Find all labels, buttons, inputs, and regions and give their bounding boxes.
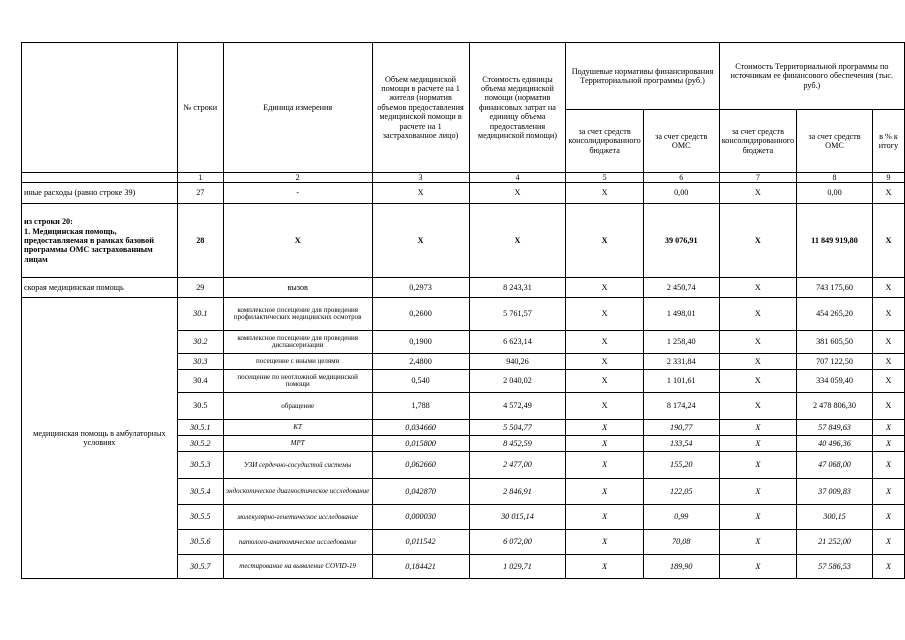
row-number: 30.4 [177, 370, 223, 393]
row-budget-total: X [719, 183, 796, 204]
budget-subheader: за счет средств консолидированного бюджета [566, 110, 643, 173]
row-number: 30.5.3 [177, 452, 223, 479]
row-budget-total: X [719, 204, 796, 278]
oms-subheader: за счет средств ОМС [643, 110, 719, 173]
row-oms-total: 47 068,00 [797, 452, 873, 479]
blank-header [22, 43, 178, 173]
row-unit: КТ [223, 420, 372, 436]
row-oms-total: 454 265,20 [797, 298, 873, 331]
per-capita-header: Подушевые нормативы финансирования Территориальной программы (руб.) [566, 43, 719, 110]
row-number: 30.5 [177, 393, 223, 420]
row-volume: 0,015800 [372, 436, 469, 452]
row-budget-total: X [719, 530, 796, 555]
row-budget: X [566, 452, 643, 479]
row-number: 30.5.5 [177, 505, 223, 530]
row-volume: 0,2973 [372, 278, 469, 298]
row-name: скорая медицинская помощь [22, 278, 178, 298]
row-percent: X [872, 530, 904, 555]
header-row [22, 43, 905, 110]
row-percent: X [872, 452, 904, 479]
row-cost: 2 477,00 [469, 452, 566, 479]
row-unit: МРТ [223, 436, 372, 452]
row-cost: 1 029,71 [469, 555, 566, 579]
row-volume: 0,184421 [372, 555, 469, 579]
unit-header: Единица измерения [223, 43, 372, 173]
row-budget: X [566, 331, 643, 354]
row-budget: X [566, 505, 643, 530]
row-volume: 0,000030 [372, 505, 469, 530]
row-oms-total: 0,00 [797, 183, 873, 204]
row-percent: X [872, 555, 904, 579]
row-budget: X [566, 204, 643, 278]
row-name: иные расходы (равно строке 39) [22, 183, 178, 204]
row-oms-total: 57 849,63 [797, 420, 873, 436]
row-budget-total: X [719, 505, 796, 530]
program-cost-header: Стоимость Территориальной программы по источникам ее финансового обеспечения (тыс. руб.) [719, 43, 904, 110]
row-budget: X [566, 298, 643, 331]
row-budget: X [566, 183, 643, 204]
row-volume: X [372, 204, 469, 278]
row-volume: 0,042870 [372, 479, 469, 505]
row-cost: X [469, 204, 566, 278]
row-cost: 940,26 [469, 354, 566, 370]
row-budget-total: X [719, 555, 796, 579]
row-volume: 0,034660 [372, 420, 469, 436]
row-oms: 0,00 [643, 183, 719, 204]
row-oms: 189,90 [643, 555, 719, 579]
row-oms: 190,77 [643, 420, 719, 436]
row-percent: X [872, 436, 904, 452]
row-unit: комплексное посещение для проведения профилактических медицинских осмотров [223, 298, 372, 331]
row-volume: 0,540 [372, 370, 469, 393]
row-budget: X [566, 479, 643, 505]
row-budget-total: X [719, 278, 796, 298]
row-number: 30.5.6 [177, 530, 223, 555]
row-cost: 30 015,14 [469, 505, 566, 530]
row-oms-total: 707 122,50 [797, 354, 873, 370]
row-budget: X [566, 420, 643, 436]
row-percent: X [872, 505, 904, 530]
row-cost: 2 040,02 [469, 370, 566, 393]
column-numbers-row [22, 173, 905, 183]
row-number-header: № строки [177, 43, 223, 173]
oms-subheader-2: за счет средств ОМС [797, 110, 873, 173]
col-number: 7 [719, 173, 796, 183]
row-oms: 39 076,91 [643, 204, 719, 278]
col-number: 6 [643, 173, 719, 183]
volume-header: Объем медицинской помощи в расчете на 1 жителя (норматив объемов предоставления медицинской помощи в расчете на 1 застрахованное лицо) [372, 43, 469, 173]
col-number: 1 [177, 173, 223, 183]
row-volume: 0,1900 [372, 331, 469, 354]
row-oms: 155,20 [643, 452, 719, 479]
row-oms: 2 331,84 [643, 354, 719, 370]
row-unit: эндоскопическое диагностическое исследование [223, 479, 372, 505]
col-number: 4 [469, 173, 566, 183]
row-oms-total: 743 175,60 [797, 278, 873, 298]
row-number: 30.3 [177, 354, 223, 370]
row-unit: тестирование на выявление COVID-19 [223, 555, 372, 579]
row-budget: X [566, 354, 643, 370]
row-budget: X [566, 370, 643, 393]
row-budget-total: X [719, 331, 796, 354]
row-number: 30.5.7 [177, 555, 223, 579]
row-number: 29 [177, 278, 223, 298]
row-budget: X [566, 436, 643, 452]
row-budget-total: X [719, 393, 796, 420]
row-number: 30.5.4 [177, 479, 223, 505]
row-volume: 1,788 [372, 393, 469, 420]
row-budget-total: X [719, 370, 796, 393]
row-percent: X [872, 420, 904, 436]
row-percent: X [872, 393, 904, 420]
col-number: 5 [566, 173, 643, 183]
row-percent: X [872, 479, 904, 505]
row-budget: X [566, 530, 643, 555]
row-cost: 5 761,57 [469, 298, 566, 331]
row-cost: 8 452,59 [469, 436, 566, 452]
row-oms-total: 2 478 806,30 [797, 393, 873, 420]
row-budget-total: X [719, 452, 796, 479]
row-cost: 6 072,00 [469, 530, 566, 555]
row-number: 27 [177, 183, 223, 204]
row-oms: 8 174,24 [643, 393, 719, 420]
row-oms: 70,08 [643, 530, 719, 555]
row-percent: X [872, 331, 904, 354]
col-number: 8 [797, 173, 873, 183]
table-row [22, 183, 905, 204]
row-budget-total: X [719, 298, 796, 331]
row-unit: посещение с иными целями [223, 354, 372, 370]
percent-subheader: в % к итогу [872, 110, 904, 173]
row-volume: X [372, 183, 469, 204]
row-oms-total: 57 586,53 [797, 555, 873, 579]
row-volume: 2,4800 [372, 354, 469, 370]
row-unit: молекулярно-генетическое исследование [223, 505, 372, 530]
row-budget-total: X [719, 436, 796, 452]
row-oms-total: 40 496,36 [797, 436, 873, 452]
row-cost: 5 504,77 [469, 420, 566, 436]
row-oms-total: 37 009,83 [797, 479, 873, 505]
row-oms: 1 498,01 [643, 298, 719, 331]
row-budget: X [566, 278, 643, 298]
row-number: 30.5.1 [177, 420, 223, 436]
row-percent: X [872, 278, 904, 298]
row-cost: 8 243,31 [469, 278, 566, 298]
row-percent: X [872, 354, 904, 370]
row-unit: УЗИ сердечно-сосудистой системы [223, 452, 372, 479]
row-volume: 0,2600 [372, 298, 469, 331]
row-oms-total: 300,15 [797, 505, 873, 530]
row-budget-total: X [719, 420, 796, 436]
budget-subheader-2: за счет средств консолидированного бюджета [719, 110, 796, 173]
row-oms: 133,54 [643, 436, 719, 452]
row-unit: посещение по неотложной медицинской помощи [223, 370, 372, 393]
row-oms: 122,05 [643, 479, 719, 505]
row-oms-total: 381 605,50 [797, 331, 873, 354]
row-number: 30.5.2 [177, 436, 223, 452]
row-budget-total: X [719, 479, 796, 505]
row-oms-total: 21 252,00 [797, 530, 873, 555]
row-oms: 0,99 [643, 505, 719, 530]
row-percent: X [872, 298, 904, 331]
row-oms: 1 258,40 [643, 331, 719, 354]
table-row [22, 278, 905, 298]
row-percent: X [872, 370, 904, 393]
row-cost: 4 572,49 [469, 393, 566, 420]
outpatient-label: медицинская помощь в амбулаторных условиях [22, 298, 178, 579]
row-budget: X [566, 393, 643, 420]
col-number: 9 [872, 173, 904, 183]
table-row [22, 204, 905, 278]
row-oms-total: 334 059,40 [797, 370, 873, 393]
row-budget: X [566, 555, 643, 579]
row-unit: патолого-анатомическое исследование [223, 530, 372, 555]
row-number: 30.2 [177, 331, 223, 354]
col-number: 2 [223, 173, 372, 183]
row-cost: 2 846,91 [469, 479, 566, 505]
row-number: 28 [177, 204, 223, 278]
row-oms: 1 101,61 [643, 370, 719, 393]
row-percent: X [872, 183, 904, 204]
unit-cost-header: Стоимость единицы объема медицинской помощи (норматив финансовых затрат на единицу объема предоставления медицинской помощи) [469, 43, 566, 173]
row-budget-total: X [719, 354, 796, 370]
row-unit: обращение [223, 393, 372, 420]
row-cost: X [469, 183, 566, 204]
row-volume: 0,011542 [372, 530, 469, 555]
row-unit: комплексное посещение для проведения диспансеризации [223, 331, 372, 354]
col-number: 3 [372, 173, 469, 183]
row-cost: 6 623,14 [469, 331, 566, 354]
row-name: из строки 20: 1. Медицинская помощь, предоставляемая в рамках базовой программы ОМС застрахованным лицам [22, 204, 178, 278]
row-oms: 2 450,74 [643, 278, 719, 298]
row-volume: 0,062660 [372, 452, 469, 479]
row-unit: - [223, 183, 372, 204]
program-cost-table [21, 42, 905, 579]
row-oms-total: 11 849 919,80 [797, 204, 873, 278]
row-unit: X [223, 204, 372, 278]
row-number: 30.1 [177, 298, 223, 331]
row-unit: вызов [223, 278, 372, 298]
row-percent: X [872, 204, 904, 278]
table-row [22, 298, 905, 331]
col-number-blank [22, 173, 178, 183]
